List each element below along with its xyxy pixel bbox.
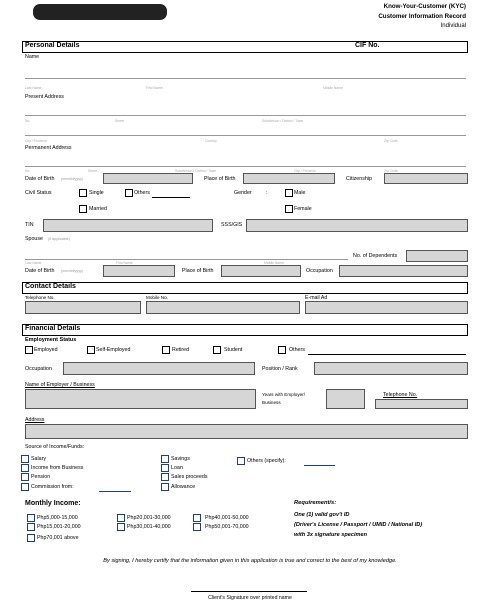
employer-label: Name of Employer / Business (25, 382, 95, 388)
income-6-label: Php40,001-50,000 (205, 515, 249, 521)
telephone-field[interactable] (25, 301, 141, 314)
self-employed-checkbox[interactable] (87, 346, 95, 354)
allowance-checkbox[interactable] (161, 483, 169, 491)
financial-section-title: Financial Details (25, 325, 81, 332)
telephone-label: Telephone No. (25, 295, 55, 300)
contact-section-header (22, 282, 468, 294)
commission-line (99, 491, 131, 492)
present-sub-city: City / Province (25, 139, 47, 143)
certification-text: By signing, I hereby certify that the information given in this application is true and correct to the best of my knowledge. (103, 558, 397, 564)
spouse-sub-first: First Name (116, 261, 133, 265)
perm-sub-no: No. (25, 169, 31, 173)
male-checkbox[interactable] (285, 189, 293, 197)
source-label: Source of Income/Funds: (25, 444, 85, 450)
spouse-occupation-label: Occupation (306, 268, 333, 274)
spouse-dob-field[interactable] (103, 265, 175, 277)
personal-section-title: Personal Details (25, 42, 80, 49)
self-employed-label: Self-Employed (96, 347, 131, 353)
citizenship-field[interactable] (384, 173, 468, 184)
present-line-1 (25, 115, 466, 116)
employed-checkbox[interactable] (25, 346, 33, 354)
spouse-pob-label: Place of Birth (182, 268, 214, 274)
perm-sub-city: City / Province (294, 169, 316, 173)
dob-field[interactable] (103, 173, 193, 184)
name-sub-last: Last Name (25, 86, 42, 90)
income-5-label: Php30,001-40,000 (127, 524, 171, 530)
present-sub-country: Country (205, 139, 217, 143)
years-label-2: Business (262, 400, 281, 405)
married-label: Married (89, 206, 107, 212)
occupation-label: Occupation (25, 366, 52, 372)
income-7-checkbox[interactable] (193, 523, 201, 531)
name-sub-first: First Name (146, 86, 163, 90)
spouse-sub-last: Last Name (25, 261, 42, 265)
form-subtitle: Customer Information Record (378, 13, 466, 20)
signature-line (191, 591, 307, 592)
permanent-line (25, 166, 466, 167)
years-label: Years with Employer/ (262, 392, 305, 397)
allowance-label: Allowance (171, 484, 196, 490)
emp-telephone-label: Telephone No. (383, 392, 418, 398)
dob-format: (mm/dd/yyyy) (61, 177, 84, 181)
income-5-checkbox[interactable] (117, 523, 125, 531)
income-3-checkbox[interactable] (27, 534, 35, 542)
loan-checkbox[interactable] (161, 464, 169, 472)
sales-label: Sales proceeds (171, 474, 208, 480)
emp-others-line (308, 354, 466, 355)
income-4-checkbox[interactable] (117, 514, 125, 522)
pension-checkbox[interactable] (21, 473, 29, 481)
spouse-label: Spouse (25, 236, 43, 242)
civil-status-label: Civil Status (25, 190, 52, 196)
female-checkbox[interactable] (285, 205, 293, 213)
retired-checkbox[interactable] (162, 346, 170, 354)
cif-label: CIF No. (355, 42, 380, 49)
pob-label: Place of Birth (204, 176, 236, 182)
signature-label: Client's Signature over printed name (208, 595, 292, 601)
student-checkbox[interactable] (213, 346, 221, 354)
sales-checkbox[interactable] (161, 473, 169, 481)
src-others-line (304, 465, 335, 466)
income-2-label: Php15,001-20,000 (37, 524, 81, 530)
contact-section-title: Contact Details (25, 283, 76, 290)
spouse-dob-label: Date of Birth (25, 268, 55, 274)
spouse-sub-middle: Middle Name (264, 261, 284, 265)
male-label: Male (294, 190, 306, 196)
income-4-label: Php20,001-30,000 (127, 515, 171, 521)
name-line (25, 78, 466, 79)
gender-label: Gender (234, 190, 252, 196)
perm-sub-zip: Zip Code (384, 169, 398, 173)
email-field[interactable] (305, 301, 468, 314)
mobile-field[interactable] (146, 301, 300, 314)
dependents-label: No. of Dependents (353, 253, 398, 259)
employed-label: Employed (34, 347, 58, 353)
redacted-logo (33, 4, 167, 20)
commission-checkbox[interactable] (21, 483, 29, 491)
perm-sub-street: Street (88, 169, 98, 173)
occupation-field[interactable] (63, 362, 255, 375)
female-label: Female (294, 206, 312, 212)
income-6-checkbox[interactable] (193, 514, 201, 522)
present-sub-subdivision: Subdivision / District / Town (262, 119, 304, 123)
tin-label: TIN (25, 222, 34, 228)
perm-sub-subdivision: Subdivision / District / Town (175, 169, 217, 173)
position-field[interactable] (314, 362, 468, 375)
business-income-checkbox[interactable] (21, 464, 29, 472)
address-label: Address (25, 417, 45, 423)
student-label: Student (224, 347, 243, 353)
tin-field[interactable] (43, 219, 213, 232)
salary-label: Salary (31, 456, 47, 462)
address-field[interactable] (25, 424, 468, 439)
requirement-3: with 3x signature specimen (294, 532, 368, 538)
employer-field[interactable] (25, 389, 256, 409)
src-others-checkbox[interactable] (237, 457, 245, 465)
others-checkbox[interactable] (125, 189, 133, 197)
citizenship-label: Citizenship (346, 176, 372, 182)
present-address-label: Present Address (25, 94, 64, 100)
present-sub-street: Street (115, 119, 125, 123)
others-label: Others (134, 190, 150, 196)
dependents-field[interactable] (406, 250, 468, 262)
savings-label: Savings (171, 456, 190, 462)
loan-label: Loan (171, 465, 183, 471)
position-label: Position / Rank (262, 366, 298, 372)
single-label: Single (89, 190, 104, 196)
commission-label: Commission from: (31, 484, 74, 490)
spouse-line (25, 259, 348, 260)
sss-field[interactable] (246, 219, 468, 232)
years-field[interactable] (326, 389, 365, 409)
name-label: Name (25, 54, 40, 60)
requirement-1: One (1) valid gov't ID (294, 512, 350, 518)
gender-colon: : (266, 190, 268, 196)
requirement-2: (Driver's License / Passport / UMID / National ID) (294, 522, 423, 528)
sss-label: SSS/GIS (221, 222, 243, 228)
email-label: E-mail Ad (305, 295, 328, 301)
form-type: Individual (440, 23, 466, 29)
present-sub-zip: Zip Code (384, 139, 398, 143)
income-1-label: Php5,000-15,000 (37, 515, 78, 521)
emp-others-label: Others (289, 347, 305, 353)
emp-others-checkbox[interactable] (278, 346, 286, 354)
income-2-checkbox[interactable] (27, 523, 35, 531)
present-sub-no: No. (25, 119, 31, 123)
pension-label: Pension (31, 474, 51, 480)
retired-label: Retired (172, 347, 190, 353)
income-7-label: Php50,001-70,000 (205, 524, 249, 530)
mobile-label: Mobile No. (146, 295, 168, 300)
src-others-label: Others (specify): (247, 458, 286, 464)
name-sub-middle: Middle Name (323, 86, 343, 90)
spouse-dob-format: (mm/dd/yyyy) (61, 269, 84, 273)
others-line (152, 197, 190, 198)
income-3-label: Php70,001 above (37, 535, 79, 541)
financial-section-header (22, 324, 468, 336)
dob-label: Date of Birth (25, 176, 55, 182)
present-line-2 (25, 135, 466, 136)
pob-field[interactable] (243, 173, 335, 184)
spouse-note: (if applicable) (48, 237, 70, 241)
requirements-title: Requirement/s: (294, 500, 337, 506)
single-checkbox[interactable] (79, 189, 87, 197)
form-title: Know-Your-Customer (KYC) (383, 3, 466, 10)
emp-telephone-field[interactable] (375, 399, 468, 409)
personal-section-header (22, 41, 468, 53)
employment-status-label: Employment Status (25, 337, 77, 343)
spouse-occupation-field[interactable] (339, 265, 468, 277)
salary-checkbox[interactable] (21, 455, 29, 463)
savings-checkbox[interactable] (161, 455, 169, 463)
income-1-checkbox[interactable] (27, 514, 35, 522)
married-checkbox[interactable] (79, 205, 87, 213)
business-income-label: Income from Business (31, 465, 84, 471)
spouse-pob-field[interactable] (221, 265, 301, 277)
permanent-address-label: Permanent Address (25, 145, 72, 151)
monthly-income-label: Monthly Income: (25, 500, 81, 507)
